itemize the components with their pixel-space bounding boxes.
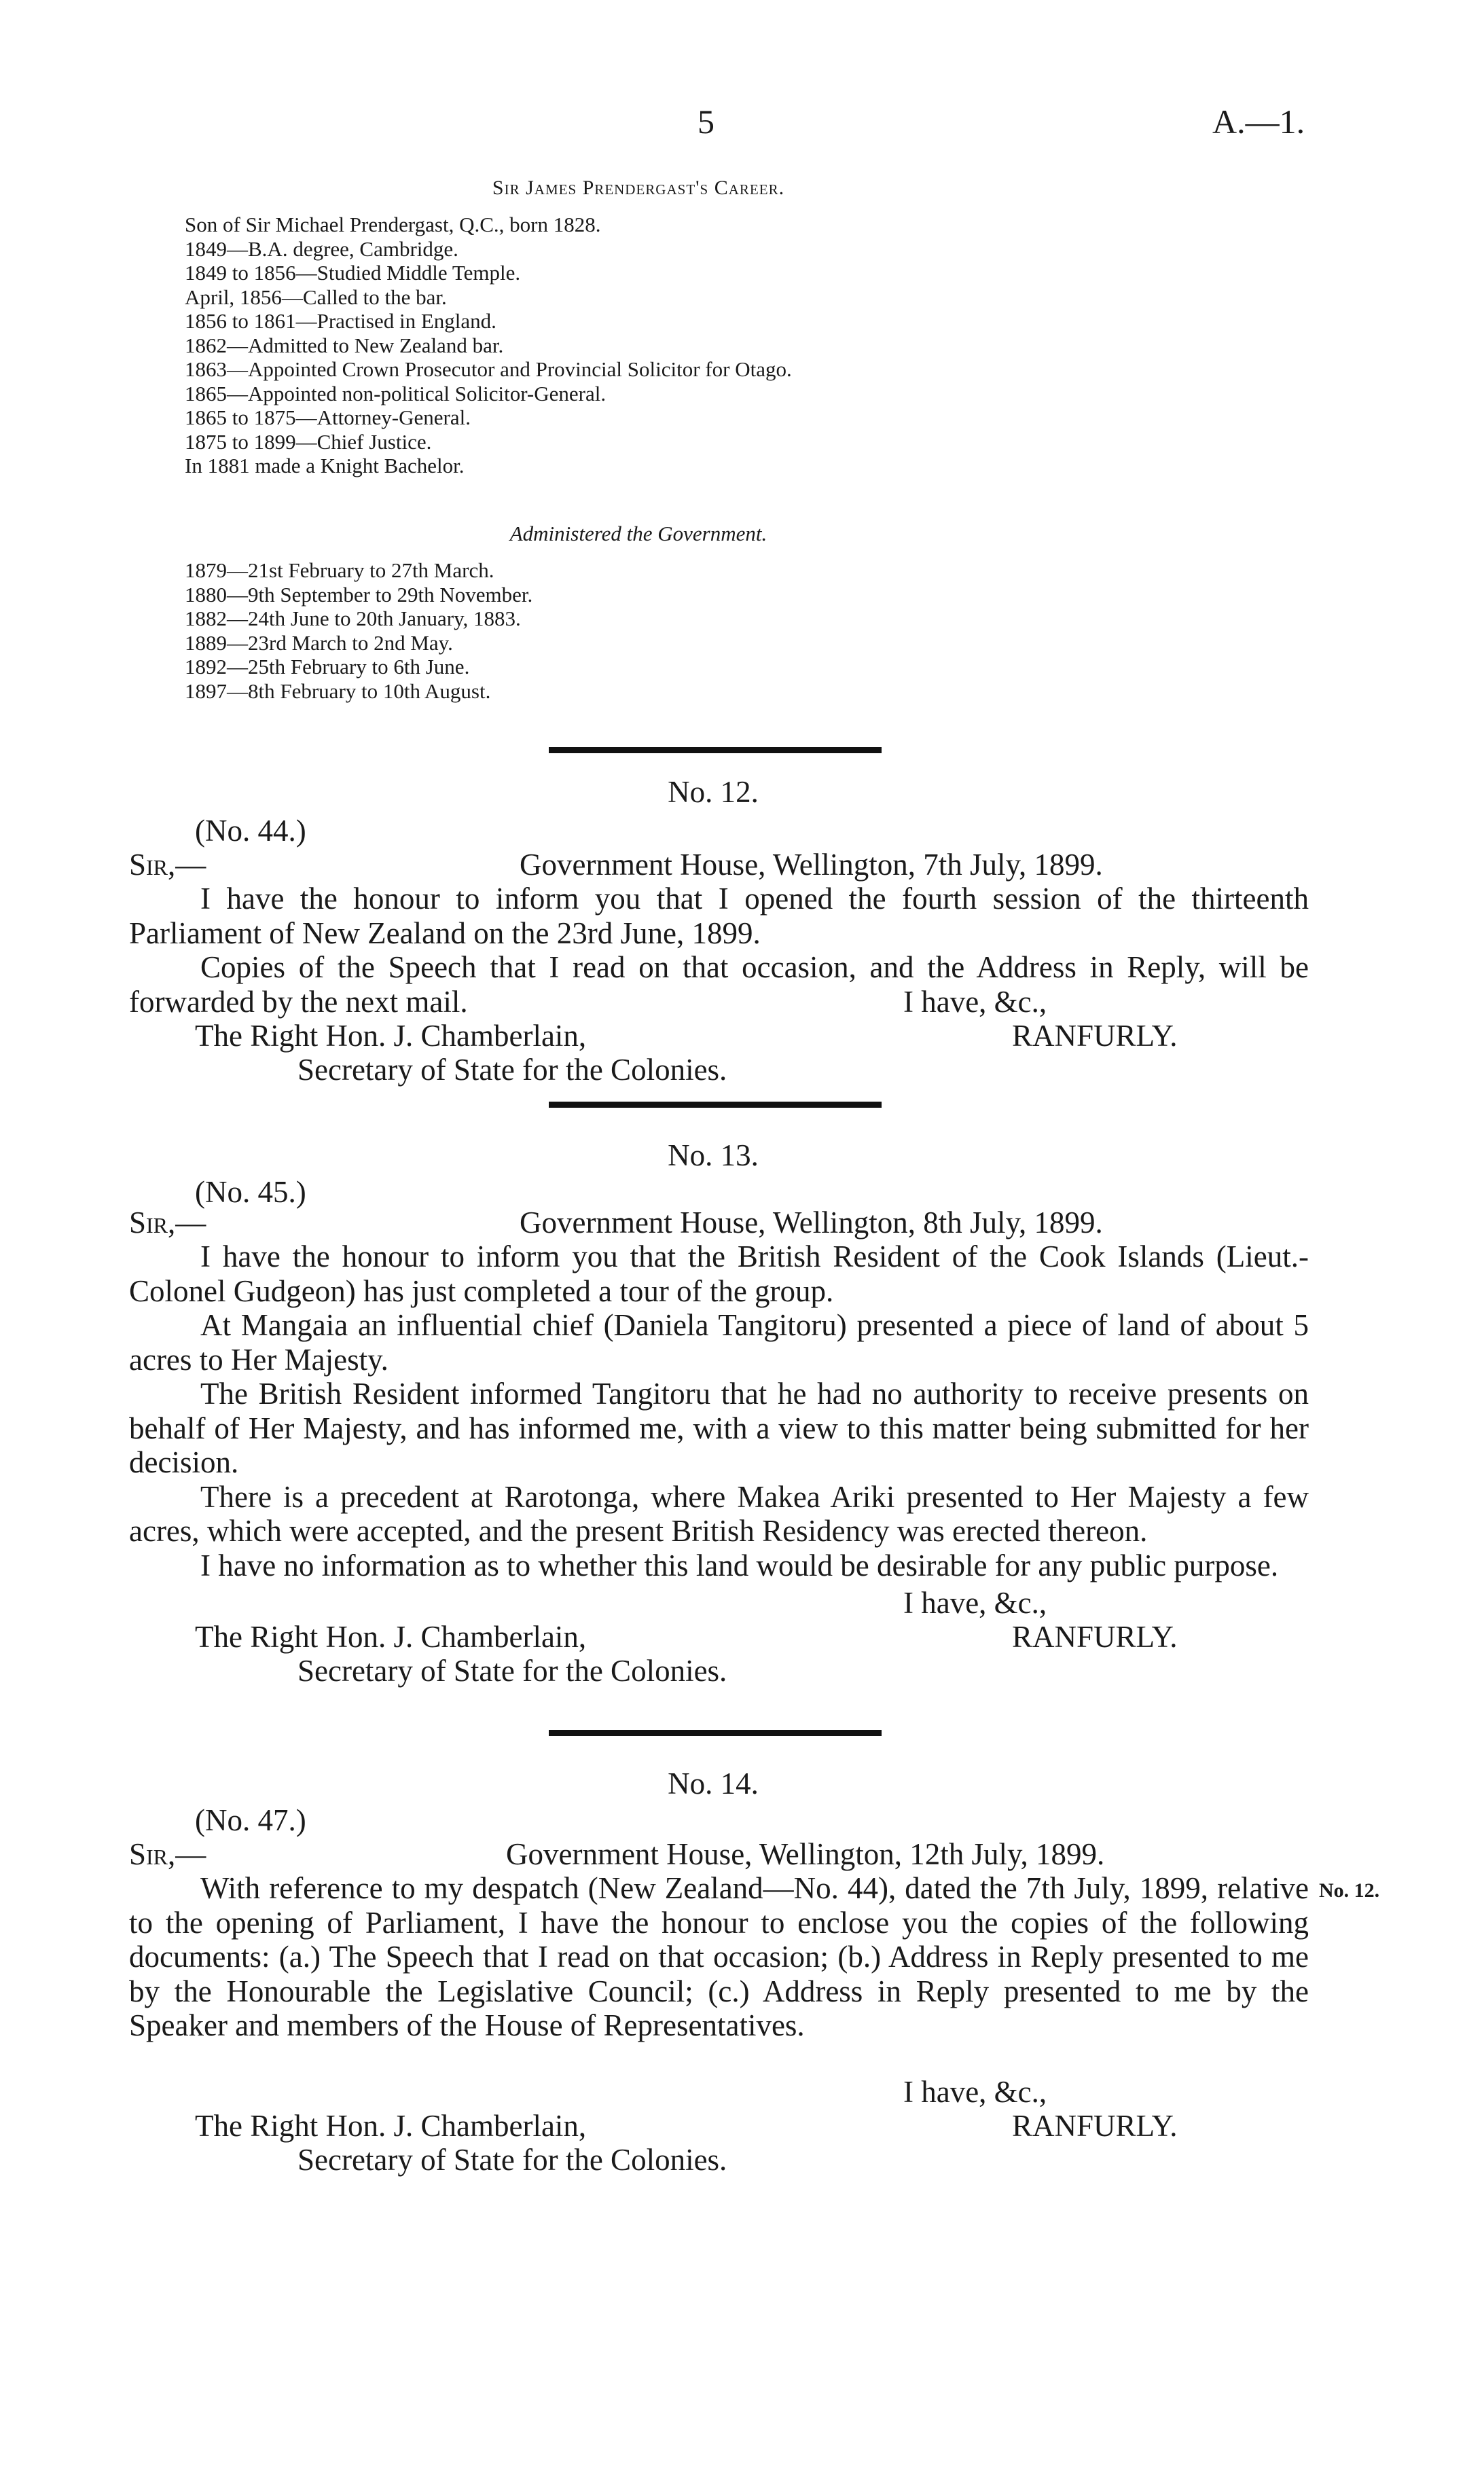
dateline: Government House, Wellington, 12th July, 1899. [506,1837,1105,1871]
paragraph: I have the honour to inform you that the British Resident of the Cook Islands (Lieut.-Colonel Gudgeon) has just completed a tour of the group. [129,1240,1309,1308]
paragraph: I have the honour to inform you that I opened the fourth session of the thirteenth Parliament of New Zealand on the 23rd June, 1899. [129,882,1309,950]
career-line: 1856 to 1861—Practised in England. [185,309,496,333]
career-line: 1849 to 1856—Studied Middle Temple. [185,261,521,285]
signature: RANFURLY. [1012,1620,1178,1654]
addressee-title: Secretary of State for the Colonies. [297,2143,727,2177]
dateline: Government House, Wellington, 7th July, 1899. [520,848,1103,882]
letter-body [129,882,1309,1019]
paragraph: With reference to my despatch (New Zealand—No. 44), dated the 7th July, 1899, relative to the opening of Parliament, I have the honour to enclose you the copies of the following documents: (a.) The Speech that I read on that occasion; (b.) Address in Reply presented to me by the Honourable the Legislative Council; (c.) Address in Reply presented to me by the Speaker and members of the House of Representatives. [129,1871,1309,2042]
closing: I have, &c., [903,1586,1047,1620]
dateline: Government House, Wellington, 8th July, 1899. [520,1206,1103,1240]
career-list [185,213,792,478]
salutation: Sir,— [129,1206,206,1240]
addressee: The Right Hon. J. Chamberlain, [195,2109,587,2143]
paragraph: At Mangaia an influential chief (Daniela Tangitoru) presented a piece of land of about 5 acres to Her Majesty. [129,1308,1309,1377]
career-line: 1875 to 1899—Chief Justice. [185,429,432,454]
paragraph: There is a precedent at Rarotonga, where Makea Ariki presented to Her Majesty a few acres, which were accepted, and the present British Residency was erected thereon. [129,1479,1309,1548]
document-reference: A.—1. [1212,103,1305,141]
signature: RANFURLY. [1012,1019,1178,1053]
margin-note: No. 12. [1319,1879,1380,1902]
addressee: The Right Hon. J. Chamberlain, [195,1019,587,1053]
letter-reference: (No. 45.) [195,1175,306,1209]
administered-line: 1882—24th June to 20th January, 1883. [185,607,521,630]
administered-line: 1889—23rd March to 2nd May. [185,630,453,655]
section-divider [549,1102,882,1108]
paragraph: Copies of the Speech that I read on that occasion, and the Address in Reply, will be forwarded by the next mail. [129,950,1309,1019]
career-line: 1849—B.A. degree, Cambridge. [185,236,458,261]
addressee-title: Secretary of State for the Colonies. [297,1654,727,1688]
signature: RANFURLY. [1012,2109,1178,2143]
administered-line: 1897—8th February to 10th August. [185,678,491,703]
career-line: Son of Sir Michael Prendergast, Q.C., born 1828. [185,213,601,236]
administered-heading: Administered the Government. [509,522,767,545]
letter-number: No. 12. [668,775,759,809]
salutation: Sir,— [129,848,206,882]
salutation: Sir,— [129,1837,206,1871]
addressee: The Right Hon. J. Chamberlain, [195,1620,587,1654]
career-line: In 1881 made a Knight Bachelor. [185,454,465,477]
administered-line: 1880—9th September to 29th November. [185,582,533,607]
letter-body [129,1871,1309,2043]
administered-line: 1892—25th February to 6th June. [185,655,470,678]
section-divider [549,1730,882,1736]
page-number: 5 [698,103,714,141]
career-line: 1865—Appointed non-political Solicitor-General. [185,381,607,405]
career-line: 1865 to 1875—Attorney-General. [185,405,471,429]
addressee-title: Secretary of State for the Colonies. [297,1053,727,1087]
letter-body [129,1240,1309,1582]
letter-reference: (No. 44.) [195,814,306,848]
letter-number: No. 14. [668,1767,759,1801]
career-line: 1862—Admitted to New Zealand bar. [185,333,504,357]
career-line: 1863—Appointed Crown Prosecutor and Provincial Solicitor for Otago. [185,357,792,381]
career-line: April, 1856—Called to the bar. [185,285,447,309]
career-title: Sir James Prendergast's Career. [492,177,785,199]
paragraph: The British Resident informed Tangitoru that he had no authority to receive presents on behalf of Her Majesty, and has informed me, with a view to this matter being submitted for her decision. [129,1377,1309,1479]
paragraph: I have no information as to whether this land would be desirable for any public purpose. [200,1548,1279,1582]
section-divider [549,747,882,753]
closing: I have, &c., [903,985,1047,1019]
administered-list [185,558,532,703]
letter-number: No. 13. [668,1138,759,1172]
letter-reference: (No. 47.) [195,1803,306,1837]
administered-line: 1879—21st February to 27th March. [185,558,494,582]
closing: I have, &c., [903,2075,1047,2109]
